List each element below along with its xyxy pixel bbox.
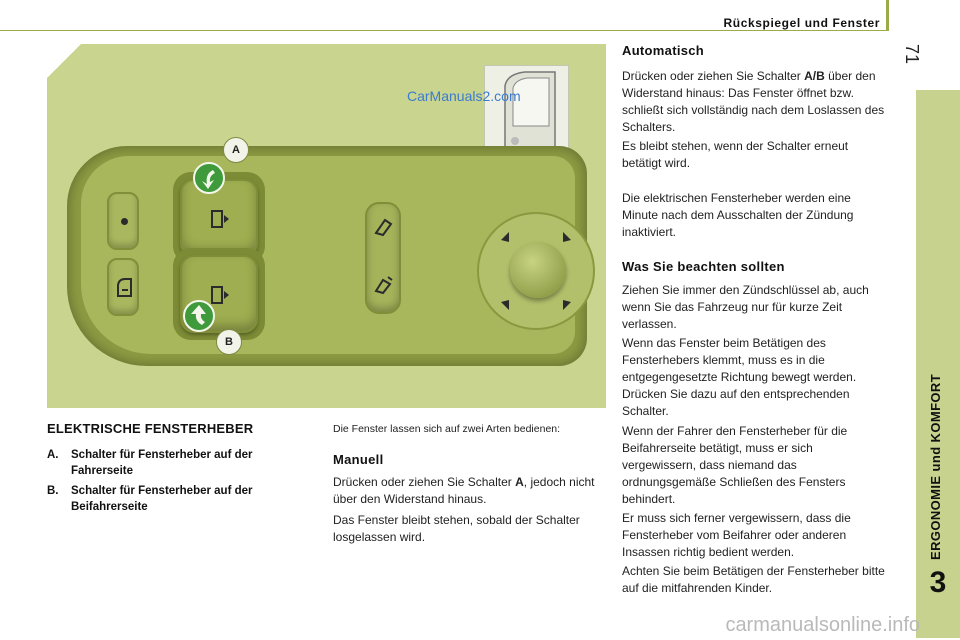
automatisch-paragraph-1 [622,68,888,136]
mirror-unfold-icon [373,274,395,296]
lock-button [107,192,139,250]
header-rule [0,30,886,31]
window-up-down-icon [208,207,232,231]
section-heading: ELEKTRISCHE FENSTERHEBER [47,421,254,436]
running-header: Rückspiegel und Fenster [723,16,880,30]
lock-indicator-icon [121,218,128,225]
chapter-number: 3 [929,566,947,599]
notes-paragraph-2: Wenn das Fenster beim Betätigen des Fensterhebers klemmt, muss es in die entgegengesetzte Richtung bewegt werden. Drücken Sie dazu auf den entsprechenden Schalter. [622,336,857,418]
child-lock-button [107,258,139,316]
notes-paragraph-1: Ziehen Sie immer den Zündschlüssel ab, auch wenn Sie das Fahrzeug nur für kurze Zeit verlassen. [622,283,869,331]
notes-heading: Was Sie beachten sollten [622,259,785,274]
callout-b: B [216,329,242,355]
text-run: , jedoch nicht über den Widerstand hinaus. [333,475,595,506]
automatisch-paragraph-2: Es bleibt stehen, wenn der Schalter erneut betätigt wird. [622,139,849,170]
notes-paragraph-5: Achten Sie beim Betätigen der Fensterheber bitte auf die mitfahrenden Kinder. [622,564,885,595]
automatisch-paragraph-3: Die elektrischen Fensterheber werden eine Minute nach dem Ausschalten der Zündung inaktiviert. [622,191,854,239]
switch-key: A [515,475,524,489]
header-tick [886,0,889,31]
manuell-paragraph-2: Das Fenster bleibt stehen, sobald der Schalter losgelassen wird. [333,513,580,544]
footer-watermark: carmanualsonline.info [725,614,920,636]
manuell-heading: Manuell [333,452,384,467]
figure-watermark: CarManuals2.com [407,88,521,104]
automatisch-heading: Automatisch [622,43,705,58]
text-run: Drücken oder ziehen Sie Schalter [622,69,805,83]
legend-key: A. [47,449,59,461]
text-run: über den Widerstand hinaus: Das Fenster öffnet bzw. schließt sich vollständig nach dem Loslassen des Schalters. [622,69,885,134]
text-run: Drücken oder ziehen Sie Schalter [333,475,516,489]
mirror-fold-rocker [365,202,401,314]
switch-key: A/B [804,69,825,83]
pull-arrow-icon [193,162,225,194]
mirror-fold-icon [373,216,395,238]
notes-paragraph-3: Wenn der Fahrer den Fensterheber für die Beifahrerseite betätigt, muss er sich vergewissern, dass niemand das ordnungsgemäße Schließen des Fensters behindert. [622,424,848,506]
legend-key: B. [47,485,59,497]
legend-text: Schalter für Fensterheber auf der Beifahrerseite [71,485,253,513]
intro-text: Die Fenster lassen sich auf zwei Arten bedienen: [333,423,561,435]
figure-corner-cut [47,44,81,78]
manuell-paragraph-1 [333,474,603,508]
notes-paragraph-4: Er muss sich ferner vergewissern, dass die Fensterheber vom Beifahrer oder anderen Insassen richtig bedient werden. [622,511,851,559]
legend-text: Schalter für Fensterheber auf der Fahrerseite [71,449,253,477]
mirror-adjust-knob [510,242,566,298]
window-switch-illustration [47,44,606,408]
page-number: 71 [902,44,922,65]
callout-a: A [223,137,249,163]
push-arrow-icon [183,300,215,332]
chapter-tab-label: ERGONOMIE und KOMFORT [928,373,943,560]
child-lock-icon [114,276,136,300]
